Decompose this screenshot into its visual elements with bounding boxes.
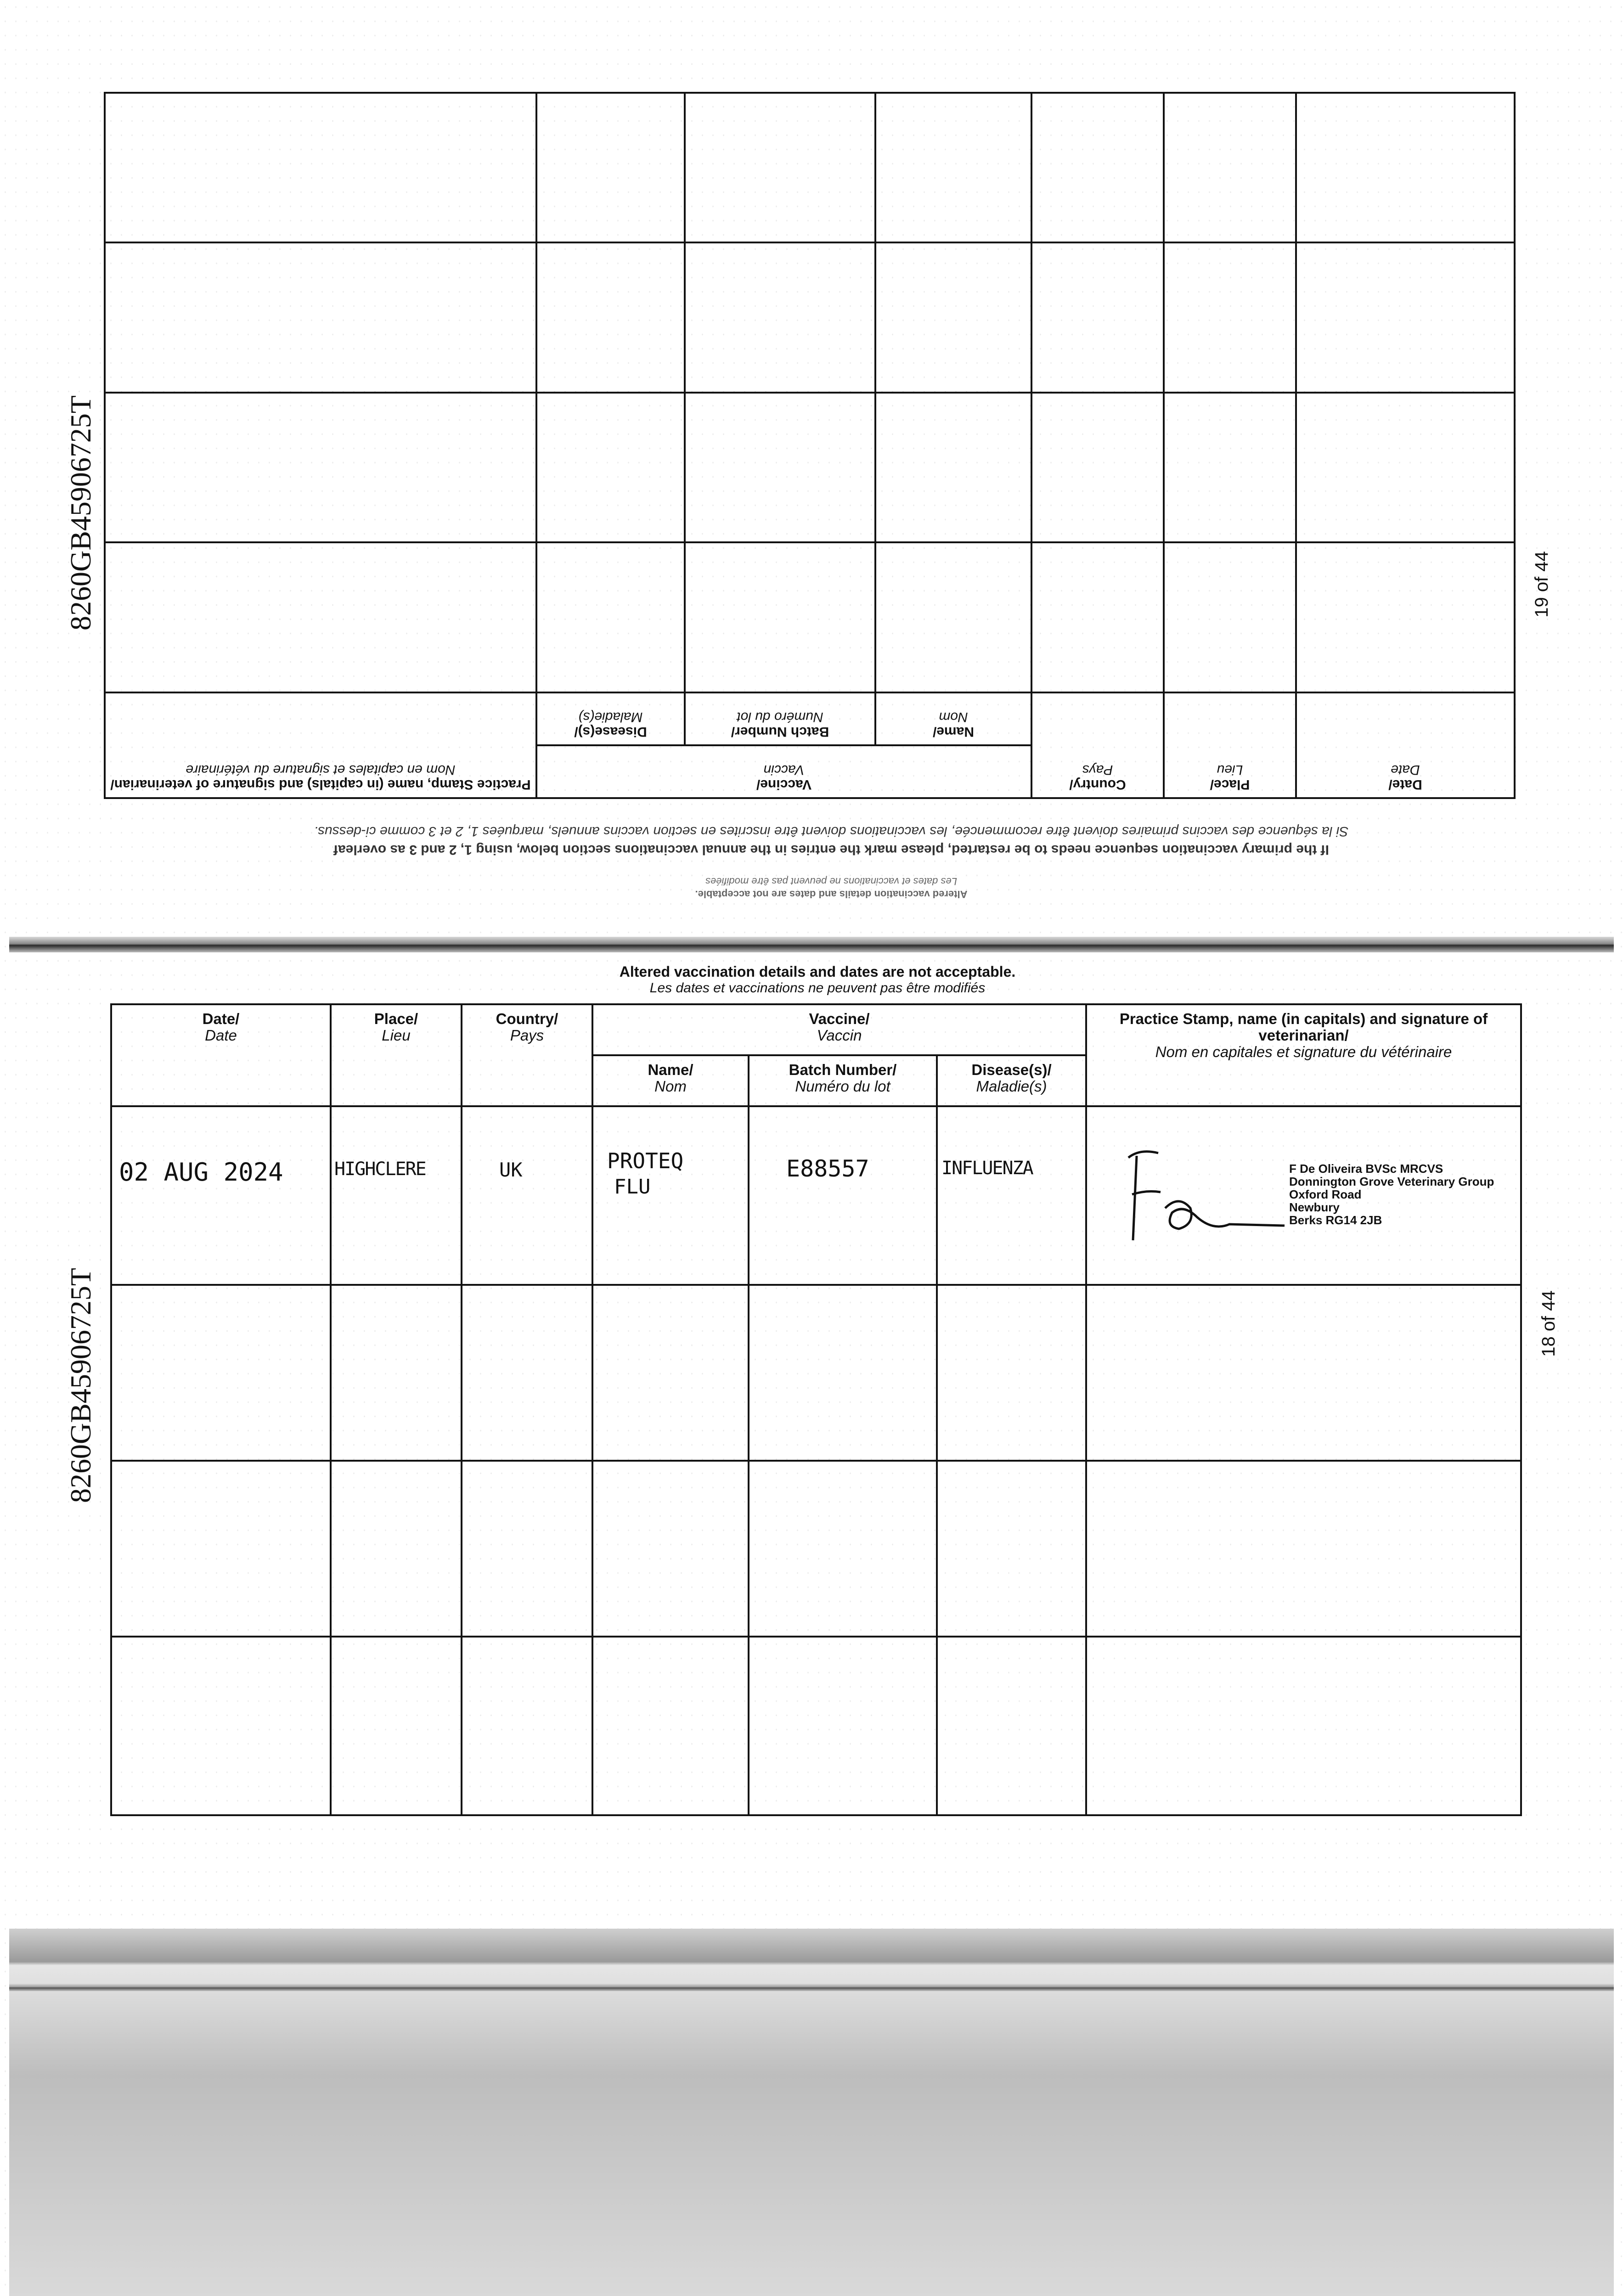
upper-header-place: Place/ Lieu bbox=[1164, 692, 1296, 798]
stamp-line-town: Newbury bbox=[1289, 1200, 1340, 1214]
page-number-lower: 18 of 44 bbox=[1538, 1290, 1559, 1357]
upper-header-country: Country/ Pays bbox=[1031, 692, 1164, 798]
table-row bbox=[111, 1106, 1521, 1285]
entry-batch-cell bbox=[749, 1106, 937, 1285]
table-row bbox=[105, 393, 1515, 543]
veterinarian-signature bbox=[1115, 1139, 1289, 1259]
table-row bbox=[105, 543, 1515, 693]
page-fold-shadow bbox=[9, 937, 1614, 952]
entry-disease-cell bbox=[937, 1106, 1086, 1285]
upper-vaccination-page bbox=[101, 83, 1516, 799]
table-row bbox=[111, 1461, 1521, 1637]
entry-vaccine-name-cell bbox=[592, 1106, 749, 1285]
stamp-line-vet-name: F De Oliveira BVSc MRCVS bbox=[1289, 1162, 1443, 1176]
upper-header-name: Name/ Nom bbox=[875, 692, 1031, 745]
entry-stamp-cell bbox=[1086, 1106, 1521, 1285]
upper-header-date: Date/ Date bbox=[1296, 692, 1515, 798]
lower-vaccination-table bbox=[110, 1003, 1522, 1816]
entry-place: HIGHCLERE bbox=[334, 1159, 426, 1180]
table-row bbox=[111, 1285, 1521, 1461]
upper-header-stamp: Practice Stamp, name (in capitals) and signature of veterinarian/ Nom en capitales et signature du vétérinaire bbox=[105, 692, 536, 798]
page-number-upper: 19 of 44 bbox=[1531, 551, 1552, 618]
lower-warning-notice: Altered vaccination details and dates are not acceptable. Les dates et vaccinations ne peuvent pas être modifiés bbox=[619, 963, 1016, 996]
page-edge-line bbox=[9, 1984, 1614, 1991]
table-row bbox=[105, 93, 1515, 243]
entry-vaccine-name-line2: FLU bbox=[614, 1175, 651, 1199]
upper-header-batch: Batch Number/ Numéro du lot bbox=[685, 692, 875, 745]
entry-date: 02 AUG 2024 bbox=[119, 1158, 283, 1187]
stamp-line-practice: Donnington Grove Veterinary Group bbox=[1289, 1175, 1494, 1188]
entry-country: UK bbox=[499, 1159, 523, 1181]
header-batch-number: Batch Number/ Numéro du lot bbox=[749, 1055, 937, 1106]
header-country: Country/ Pays bbox=[462, 1004, 592, 1106]
entry-date-cell bbox=[111, 1106, 331, 1285]
header-date: Date/ Date bbox=[111, 1004, 331, 1106]
entry-disease: INFLUENZA bbox=[941, 1158, 1033, 1179]
header-vaccine-name: Name/ Nom bbox=[592, 1055, 749, 1106]
practice-stamp bbox=[1289, 1162, 1494, 1227]
upper-header-vaccine: Vaccine/ Vaccin bbox=[536, 745, 1031, 798]
header-disease: Disease(s)/ Maladie(s) bbox=[937, 1055, 1086, 1106]
header-vaccine: Vaccine/ Vaccin bbox=[592, 1004, 1086, 1055]
stamp-line-road: Oxford Road bbox=[1289, 1187, 1362, 1201]
table-row bbox=[111, 1637, 1521, 1815]
stamp-line-postcode: Berks RG14 2JB bbox=[1289, 1213, 1382, 1227]
entry-place-cell bbox=[331, 1106, 462, 1285]
document-code-lower: 8260GB45906725T bbox=[64, 1268, 97, 1503]
upper-header-disease: Disease(s)/ Maladie(s) bbox=[536, 692, 685, 745]
entry-vaccine-name-line1: PROTEQ bbox=[607, 1148, 684, 1173]
upper-restart-notice: If the primary vaccination sequence needs to be restarted, please mark the entries in the annual vaccinations section below, using 1, 2 and 3 as overleaf Si la séquence des vaccins primaires doivent être recommencée, les vaccinations doivent être inscrites en section vaccins annuels, marquées 1, 2 et 3 comme ci-dessus. bbox=[314, 824, 1349, 857]
header-practice-stamp: Practice Stamp, name (in capitals) and signature of veterinarian/ Nom en capitales et signature du vétérinaire bbox=[1086, 1004, 1521, 1106]
entry-country-cell bbox=[462, 1106, 592, 1285]
upper-warning-notice: Altered vaccination details and dates are not acceptable. Les dates et vaccinations ne peuvent pas être modifiées bbox=[695, 876, 968, 900]
document-code-upper: 8260GB45906725T bbox=[64, 395, 97, 630]
entry-batch: E88557 bbox=[786, 1155, 869, 1182]
upper-vaccination-table bbox=[104, 92, 1516, 799]
header-place: Place/ Lieu bbox=[331, 1004, 462, 1106]
table-row bbox=[105, 243, 1515, 393]
